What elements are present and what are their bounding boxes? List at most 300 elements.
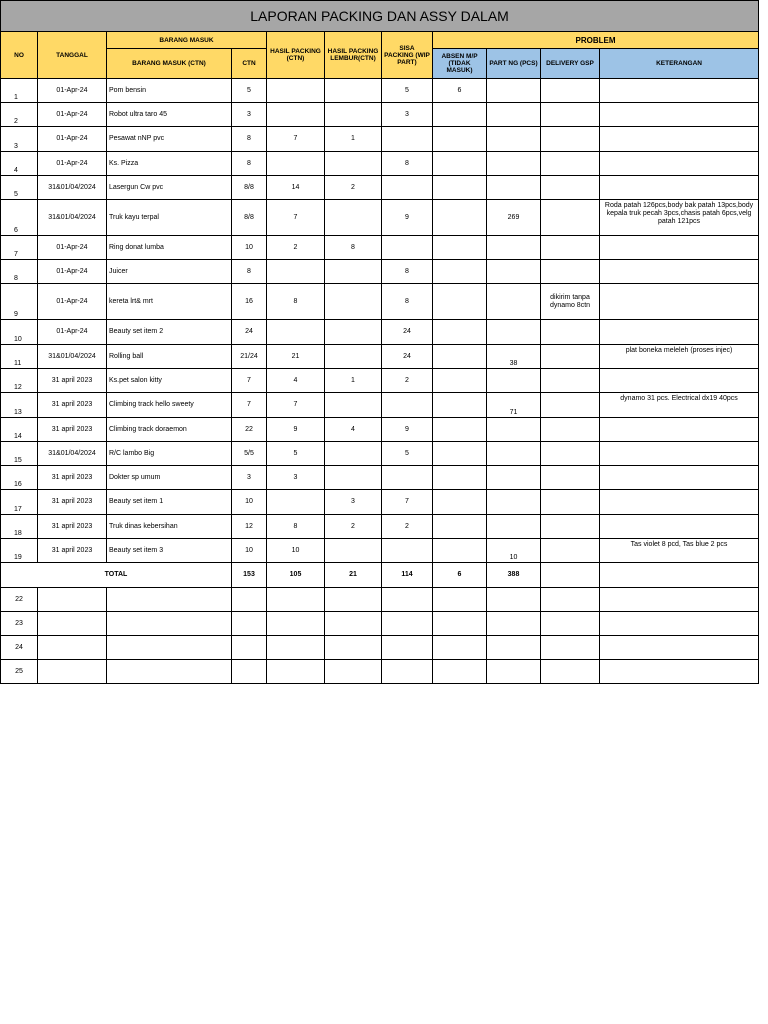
row-no: 19 bbox=[1, 539, 38, 563]
row-keterangan bbox=[600, 127, 759, 152]
table-row bbox=[1, 393, 759, 418]
table-row bbox=[1, 103, 759, 127]
total-keterangan bbox=[600, 563, 759, 588]
table-row bbox=[1, 515, 759, 539]
row-absen bbox=[433, 260, 487, 284]
header-tanggal: TANGGAL bbox=[38, 32, 107, 79]
empty-cell bbox=[232, 636, 267, 660]
table-row bbox=[1, 490, 759, 515]
row-hasil-packing: 9 bbox=[267, 418, 325, 442]
row-no: 9 bbox=[1, 284, 38, 320]
row-delivery bbox=[541, 345, 600, 369]
row-part-ng bbox=[487, 127, 541, 152]
header-problem-group: PROBLEM bbox=[433, 32, 759, 49]
row-delivery bbox=[541, 466, 600, 490]
row-hasil-lembur bbox=[325, 320, 382, 345]
row-delivery bbox=[541, 79, 600, 103]
empty-cell bbox=[38, 588, 107, 612]
row-tanggal: 31 april 2023 bbox=[38, 418, 107, 442]
row-hasil-packing: 21 bbox=[267, 345, 325, 369]
empty-cell bbox=[487, 636, 541, 660]
empty-cell bbox=[325, 636, 382, 660]
row-barang: Rolling ball bbox=[107, 345, 232, 369]
row-no: 13 bbox=[1, 393, 38, 418]
table-row bbox=[1, 127, 759, 152]
empty-cell bbox=[382, 660, 433, 684]
row-ctn: 8 bbox=[232, 152, 267, 176]
empty-cell bbox=[232, 660, 267, 684]
row-part-ng bbox=[487, 176, 541, 200]
row-ctn: 22 bbox=[232, 418, 267, 442]
total-ctn: 153 bbox=[232, 563, 267, 588]
header-delivery: DELIVERY GSP bbox=[541, 49, 600, 79]
row-no: 2 bbox=[1, 103, 38, 127]
empty-cell bbox=[541, 588, 600, 612]
empty-cell bbox=[600, 660, 759, 684]
table-row bbox=[1, 176, 759, 200]
empty-row-no: 25 bbox=[1, 660, 38, 684]
row-barang: Pom bensin bbox=[107, 79, 232, 103]
row-sisa-packing: 9 bbox=[382, 418, 433, 442]
row-part-ng: 38 bbox=[487, 345, 541, 369]
row-hasil-packing: 10 bbox=[267, 539, 325, 563]
header-hasil-lembur: HASIL PACKING LEMBUR(CTN) bbox=[325, 32, 382, 79]
row-absen bbox=[433, 152, 487, 176]
row-absen bbox=[433, 200, 487, 236]
row-absen bbox=[433, 539, 487, 563]
row-part-ng bbox=[487, 284, 541, 320]
total-absen: 6 bbox=[433, 563, 487, 588]
row-part-ng bbox=[487, 236, 541, 260]
row-sisa-packing bbox=[382, 176, 433, 200]
row-absen bbox=[433, 236, 487, 260]
row-delivery bbox=[541, 442, 600, 466]
empty-cell bbox=[600, 588, 759, 612]
row-hasil-packing: 2 bbox=[267, 236, 325, 260]
total-delivery bbox=[541, 563, 600, 588]
empty-cell bbox=[107, 612, 232, 636]
row-sisa-packing: 3 bbox=[382, 103, 433, 127]
row-no: 10 bbox=[1, 320, 38, 345]
header-part-ng: PART NG (PCS) bbox=[487, 49, 541, 79]
row-delivery bbox=[541, 539, 600, 563]
row-absen bbox=[433, 515, 487, 539]
row-hasil-packing bbox=[267, 260, 325, 284]
row-tanggal: 01-Apr-24 bbox=[38, 152, 107, 176]
row-hasil-lembur bbox=[325, 152, 382, 176]
empty-cell bbox=[433, 588, 487, 612]
empty-cell bbox=[541, 612, 600, 636]
row-no: 6 bbox=[1, 200, 38, 236]
row-no: 5 bbox=[1, 176, 38, 200]
row-hasil-lembur: 4 bbox=[325, 418, 382, 442]
empty-cell bbox=[38, 612, 107, 636]
header-ctn: CTN bbox=[232, 49, 267, 79]
empty-cell bbox=[541, 636, 600, 660]
row-hasil-packing: 7 bbox=[267, 200, 325, 236]
row-delivery bbox=[541, 127, 600, 152]
row-delivery bbox=[541, 103, 600, 127]
row-absen bbox=[433, 466, 487, 490]
empty-cell bbox=[267, 660, 325, 684]
row-no: 12 bbox=[1, 369, 38, 393]
row-ctn: 8/8 bbox=[232, 200, 267, 236]
row-hasil-packing bbox=[267, 103, 325, 127]
row-barang: Climbing track doraemon bbox=[107, 418, 232, 442]
row-absen bbox=[433, 442, 487, 466]
empty-row bbox=[1, 588, 759, 612]
row-part-ng bbox=[487, 260, 541, 284]
row-barang: Ks. Pizza bbox=[107, 152, 232, 176]
empty-row bbox=[1, 636, 759, 660]
row-hasil-lembur: 2 bbox=[325, 515, 382, 539]
row-keterangan bbox=[600, 490, 759, 515]
row-delivery bbox=[541, 260, 600, 284]
table-row bbox=[1, 320, 759, 345]
table-row bbox=[1, 369, 759, 393]
row-delivery: dikirim tanpa dynamo 8ctn bbox=[541, 284, 600, 320]
row-keterangan bbox=[600, 466, 759, 490]
row-tanggal: 31 april 2023 bbox=[38, 515, 107, 539]
row-tanggal: 01-Apr-24 bbox=[38, 79, 107, 103]
empty-row-no: 23 bbox=[1, 612, 38, 636]
empty-cell bbox=[600, 636, 759, 660]
empty-row-no: 24 bbox=[1, 636, 38, 660]
row-tanggal: 31&01/04/2024 bbox=[38, 200, 107, 236]
row-barang: Beauty set item 3 bbox=[107, 539, 232, 563]
table-row bbox=[1, 539, 759, 563]
row-barang: Ks.pet salon kitty bbox=[107, 369, 232, 393]
row-hasil-packing: 7 bbox=[267, 127, 325, 152]
row-hasil-lembur bbox=[325, 442, 382, 466]
row-hasil-lembur: 1 bbox=[325, 369, 382, 393]
row-ctn: 5 bbox=[232, 79, 267, 103]
row-part-ng bbox=[487, 418, 541, 442]
row-tanggal: 01-Apr-24 bbox=[38, 127, 107, 152]
table-row bbox=[1, 260, 759, 284]
row-part-ng bbox=[487, 466, 541, 490]
row-keterangan bbox=[600, 320, 759, 345]
row-absen bbox=[433, 345, 487, 369]
row-hasil-packing: 8 bbox=[267, 515, 325, 539]
row-tanggal: 31 april 2023 bbox=[38, 369, 107, 393]
row-part-ng: 269 bbox=[487, 200, 541, 236]
empty-cell bbox=[267, 636, 325, 660]
row-ctn: 7 bbox=[232, 393, 267, 418]
row-hasil-lembur bbox=[325, 103, 382, 127]
empty-cell bbox=[487, 660, 541, 684]
row-sisa-packing: 24 bbox=[382, 320, 433, 345]
row-ctn: 3 bbox=[232, 103, 267, 127]
empty-cell bbox=[325, 612, 382, 636]
row-barang: R/C lambo Big bbox=[107, 442, 232, 466]
row-tanggal: 31 april 2023 bbox=[38, 393, 107, 418]
row-hasil-lembur bbox=[325, 466, 382, 490]
empty-cell bbox=[232, 612, 267, 636]
total-label: TOTAL bbox=[1, 563, 232, 588]
row-hasil-lembur bbox=[325, 200, 382, 236]
empty-cell bbox=[487, 612, 541, 636]
empty-cell bbox=[541, 660, 600, 684]
row-sisa-packing bbox=[382, 393, 433, 418]
row-keterangan bbox=[600, 152, 759, 176]
row-part-ng bbox=[487, 320, 541, 345]
header-no: NO bbox=[1, 32, 38, 79]
row-keterangan bbox=[600, 103, 759, 127]
row-part-ng: 10 bbox=[487, 539, 541, 563]
row-sisa-packing: 2 bbox=[382, 369, 433, 393]
row-delivery bbox=[541, 236, 600, 260]
row-no: 4 bbox=[1, 152, 38, 176]
row-absen: 6 bbox=[433, 79, 487, 103]
row-barang: Ring donat lumba bbox=[107, 236, 232, 260]
row-hasil-packing: 5 bbox=[267, 442, 325, 466]
row-sisa-packing bbox=[382, 466, 433, 490]
row-keterangan: Roda patah 126pcs,body bak patah 13pcs,body kepala truk pecah 3pcs,chasis patah 6pcs,velg patah 121pcs bbox=[600, 200, 759, 236]
header-keterangan: KETERANGAN bbox=[600, 49, 759, 79]
row-part-ng bbox=[487, 79, 541, 103]
row-keterangan bbox=[600, 236, 759, 260]
header-barang-masuk: BARANG MASUK (CTN) bbox=[107, 49, 232, 79]
row-keterangan bbox=[600, 260, 759, 284]
row-ctn: 8 bbox=[232, 260, 267, 284]
row-sisa-packing: 7 bbox=[382, 490, 433, 515]
row-no: 1 bbox=[1, 79, 38, 103]
empty-cell bbox=[325, 660, 382, 684]
row-ctn: 10 bbox=[232, 539, 267, 563]
row-absen bbox=[433, 369, 487, 393]
empty-cell bbox=[382, 612, 433, 636]
table-row bbox=[1, 152, 759, 176]
row-tanggal: 31&01/04/2024 bbox=[38, 345, 107, 369]
empty-cell bbox=[600, 612, 759, 636]
row-hasil-packing bbox=[267, 320, 325, 345]
row-tanggal: 31 april 2023 bbox=[38, 490, 107, 515]
row-sisa-packing: 24 bbox=[382, 345, 433, 369]
total-sisa-packing: 114 bbox=[382, 563, 433, 588]
row-part-ng bbox=[487, 103, 541, 127]
row-barang: Climbing track hello sweety bbox=[107, 393, 232, 418]
row-ctn: 10 bbox=[232, 490, 267, 515]
row-hasil-lembur bbox=[325, 79, 382, 103]
row-no: 11 bbox=[1, 345, 38, 369]
row-hasil-lembur bbox=[325, 260, 382, 284]
row-delivery bbox=[541, 152, 600, 176]
table-row bbox=[1, 466, 759, 490]
empty-cell bbox=[433, 636, 487, 660]
row-absen bbox=[433, 127, 487, 152]
row-hasil-lembur bbox=[325, 539, 382, 563]
row-ctn: 24 bbox=[232, 320, 267, 345]
empty-cell bbox=[433, 612, 487, 636]
row-barang: Juicer bbox=[107, 260, 232, 284]
row-hasil-packing: 8 bbox=[267, 284, 325, 320]
row-delivery bbox=[541, 369, 600, 393]
row-barang: Truk dinas kebersihan bbox=[107, 515, 232, 539]
row-absen bbox=[433, 176, 487, 200]
row-part-ng bbox=[487, 152, 541, 176]
row-part-ng bbox=[487, 515, 541, 539]
row-ctn: 5/5 bbox=[232, 442, 267, 466]
row-hasil-packing bbox=[267, 79, 325, 103]
table-row bbox=[1, 418, 759, 442]
table-row bbox=[1, 79, 759, 103]
row-ctn: 8/8 bbox=[232, 176, 267, 200]
table-row bbox=[1, 345, 759, 369]
row-sisa-packing: 8 bbox=[382, 284, 433, 320]
row-hasil-packing bbox=[267, 152, 325, 176]
row-keterangan bbox=[600, 515, 759, 539]
row-tanggal: 01-Apr-24 bbox=[38, 236, 107, 260]
empty-cell bbox=[487, 588, 541, 612]
row-barang: Pesawat nNP pvc bbox=[107, 127, 232, 152]
row-keterangan bbox=[600, 79, 759, 103]
empty-cell bbox=[267, 612, 325, 636]
row-sisa-packing: 2 bbox=[382, 515, 433, 539]
table-row bbox=[1, 200, 759, 236]
row-sisa-packing: 8 bbox=[382, 152, 433, 176]
row-tanggal: 31 april 2023 bbox=[38, 539, 107, 563]
row-tanggal: 01-Apr-24 bbox=[38, 103, 107, 127]
row-hasil-lembur: 1 bbox=[325, 127, 382, 152]
row-part-ng bbox=[487, 490, 541, 515]
total-hasil-packing: 105 bbox=[267, 563, 325, 588]
row-no: 3 bbox=[1, 127, 38, 152]
row-hasil-lembur bbox=[325, 393, 382, 418]
row-absen bbox=[433, 418, 487, 442]
empty-cell bbox=[267, 588, 325, 612]
row-keterangan bbox=[600, 418, 759, 442]
empty-cell bbox=[107, 636, 232, 660]
row-sisa-packing: 9 bbox=[382, 200, 433, 236]
table-row bbox=[1, 442, 759, 466]
row-absen bbox=[433, 490, 487, 515]
table-row bbox=[1, 284, 759, 320]
row-absen bbox=[433, 103, 487, 127]
row-tanggal: 31&01/04/2024 bbox=[38, 176, 107, 200]
row-hasil-packing: 7 bbox=[267, 393, 325, 418]
row-sisa-packing bbox=[382, 127, 433, 152]
row-no: 18 bbox=[1, 515, 38, 539]
row-delivery bbox=[541, 176, 600, 200]
row-absen bbox=[433, 393, 487, 418]
header-hasil-packing: HASIL PACKING (CTN) bbox=[267, 32, 325, 79]
empty-cell bbox=[232, 588, 267, 612]
row-delivery bbox=[541, 418, 600, 442]
row-tanggal: 31 april 2023 bbox=[38, 466, 107, 490]
row-barang: kereta lrt& mrt bbox=[107, 284, 232, 320]
empty-row bbox=[1, 660, 759, 684]
row-part-ng bbox=[487, 369, 541, 393]
row-tanggal: 01-Apr-24 bbox=[38, 320, 107, 345]
row-hasil-lembur: 3 bbox=[325, 490, 382, 515]
row-tanggal: 01-Apr-24 bbox=[38, 284, 107, 320]
empty-cell bbox=[382, 588, 433, 612]
empty-cell bbox=[325, 588, 382, 612]
row-ctn: 12 bbox=[232, 515, 267, 539]
row-hasil-lembur bbox=[325, 345, 382, 369]
row-barang: Lasergun Cw pvc bbox=[107, 176, 232, 200]
row-hasil-packing: 14 bbox=[267, 176, 325, 200]
row-hasil-packing bbox=[267, 490, 325, 515]
empty-cell bbox=[107, 588, 232, 612]
empty-row-no: 22 bbox=[1, 588, 38, 612]
empty-cell bbox=[107, 660, 232, 684]
header-sisa-packing: SISA PACKING (WIP PART) bbox=[382, 32, 433, 79]
total-part-ng: 388 bbox=[487, 563, 541, 588]
row-keterangan bbox=[600, 284, 759, 320]
row-keterangan bbox=[600, 176, 759, 200]
row-tanggal: 31&01/04/2024 bbox=[38, 442, 107, 466]
row-keterangan: dynamo 31 pcs. Electrical dx19 40pcs bbox=[600, 393, 759, 418]
header-barang-masuk-group: BARANG MASUK bbox=[107, 32, 267, 49]
row-sisa-packing: 8 bbox=[382, 260, 433, 284]
empty-cell bbox=[382, 636, 433, 660]
row-hasil-packing: 4 bbox=[267, 369, 325, 393]
empty-cell bbox=[433, 660, 487, 684]
row-barang: Beauty set item 1 bbox=[107, 490, 232, 515]
row-no: 8 bbox=[1, 260, 38, 284]
row-hasil-lembur: 2 bbox=[325, 176, 382, 200]
row-hasil-lembur bbox=[325, 284, 382, 320]
empty-cell bbox=[38, 660, 107, 684]
row-ctn: 16 bbox=[232, 284, 267, 320]
row-absen bbox=[433, 284, 487, 320]
row-delivery bbox=[541, 320, 600, 345]
row-no: 17 bbox=[1, 490, 38, 515]
row-barang: Robot ultra taro 45 bbox=[107, 103, 232, 127]
row-barang: Dokter sp umum bbox=[107, 466, 232, 490]
row-ctn: 10 bbox=[232, 236, 267, 260]
row-sisa-packing: 5 bbox=[382, 79, 433, 103]
row-hasil-packing: 3 bbox=[267, 466, 325, 490]
row-keterangan bbox=[600, 369, 759, 393]
row-delivery bbox=[541, 490, 600, 515]
row-barang: Truk kayu terpal bbox=[107, 200, 232, 236]
row-keterangan: plat boneka meleleh (proses injec) bbox=[600, 345, 759, 369]
row-barang: Beauty set item 2 bbox=[107, 320, 232, 345]
row-sisa-packing bbox=[382, 236, 433, 260]
row-no: 16 bbox=[1, 466, 38, 490]
row-ctn: 3 bbox=[232, 466, 267, 490]
row-no: 14 bbox=[1, 418, 38, 442]
row-ctn: 8 bbox=[232, 127, 267, 152]
row-tanggal: 01-Apr-24 bbox=[38, 260, 107, 284]
row-sisa-packing: 5 bbox=[382, 442, 433, 466]
row-ctn: 7 bbox=[232, 369, 267, 393]
row-keterangan bbox=[600, 442, 759, 466]
empty-row bbox=[1, 612, 759, 636]
row-hasil-lembur: 8 bbox=[325, 236, 382, 260]
row-part-ng bbox=[487, 442, 541, 466]
row-no: 7 bbox=[1, 236, 38, 260]
total-hasil-lembur: 21 bbox=[325, 563, 382, 588]
row-ctn: 21/24 bbox=[232, 345, 267, 369]
row-part-ng: 71 bbox=[487, 393, 541, 418]
row-delivery bbox=[541, 515, 600, 539]
total-row bbox=[1, 563, 759, 588]
empty-cell bbox=[38, 636, 107, 660]
row-delivery bbox=[541, 393, 600, 418]
row-keterangan: Tas violet 8 pcd, Tas blue 2 pcs bbox=[600, 539, 759, 563]
row-delivery bbox=[541, 200, 600, 236]
row-absen bbox=[433, 320, 487, 345]
report-title: LAPORAN PACKING DAN ASSY DALAM bbox=[1, 1, 759, 32]
row-no: 15 bbox=[1, 442, 38, 466]
header-absen: ABSEN M/P (TIDAK MASUK) bbox=[433, 49, 487, 79]
table-row bbox=[1, 236, 759, 260]
row-sisa-packing bbox=[382, 539, 433, 563]
